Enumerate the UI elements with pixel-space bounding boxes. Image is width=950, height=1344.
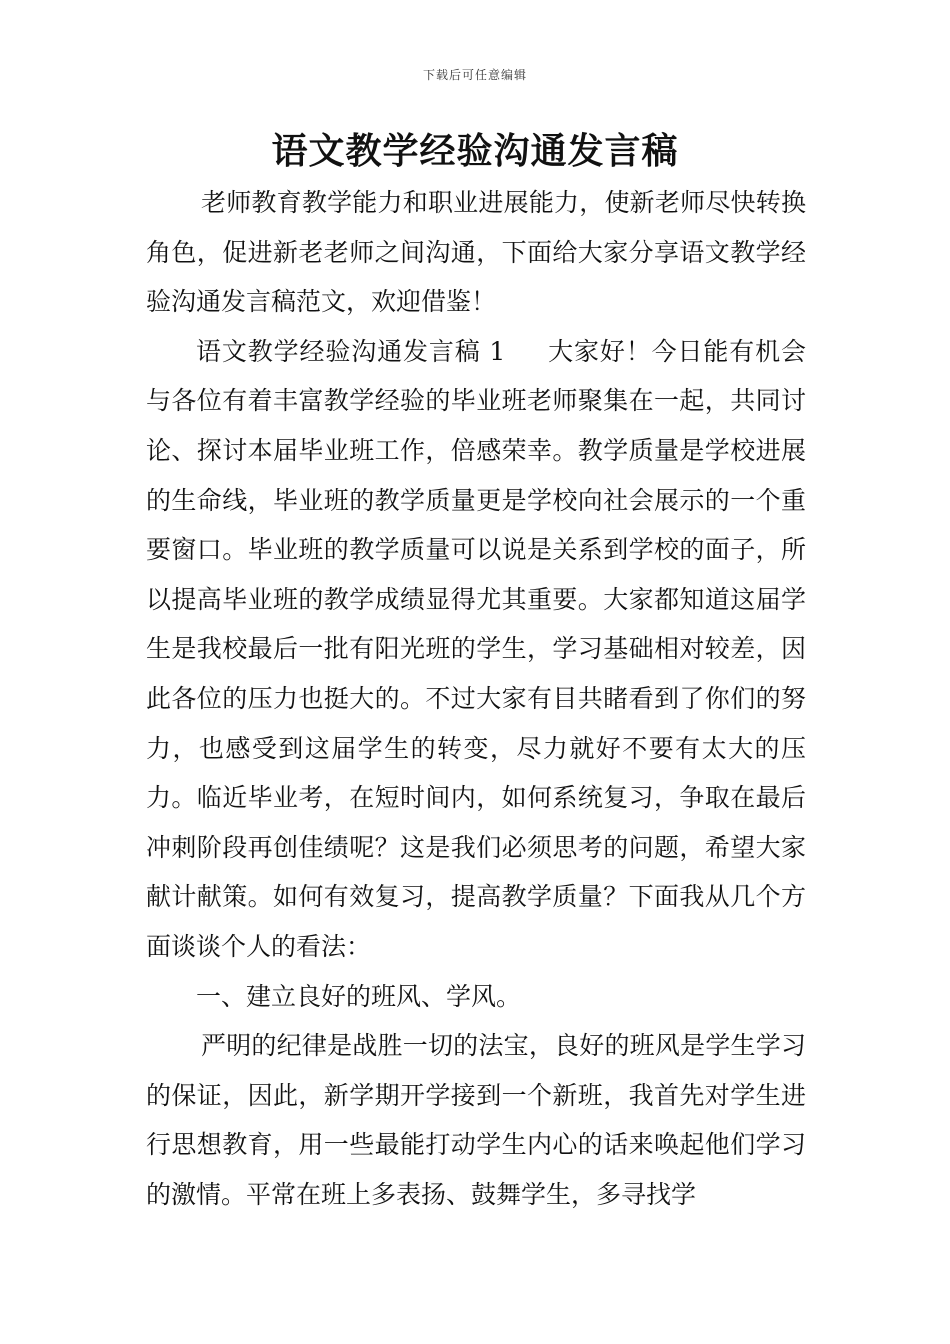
- intro-paragraph: 老师教育教学能力和职业进展能力，使新老师尽快转换角色，促进新老老师之间沟通，下面给大家分享语文教学经验沟通发言稿范文，欢迎借鉴！: [146, 188, 806, 317]
- speech-paragraph: [146, 327, 806, 972]
- document-title: 语文教学经验沟通发言稿: [271, 130, 679, 172]
- point-one-paragraph: 严明的纪律是战胜一切的法宝，良好的班风是学生学习的保证，因此，新学期开学接到一个新班，我首先对学生进行思想教育，用一些最能打动学生内心的话来唤起他们学习的激情。平常在班上多表扬、鼓舞学生，多寻找学: [146, 1031, 806, 1209]
- section-heading: 语文教学经验沟通发言稿 1: [196, 336, 506, 366]
- point-one-heading: 一、建立良好的班风、学风。: [196, 981, 522, 1011]
- document-body: [146, 178, 806, 1219]
- header-note: 下载后可任意编辑: [422, 68, 527, 82]
- speech-main-text: 大家好！今日能有机会与各位有着丰富教学经验的毕业班老师聚集在一起，共同讨论、探讨本届毕业班工作，倍感荣幸。教学质量是学校进展的生命线，毕业班的教学质量更是学校向社会展示的一个重要窗口。毕业班的教学质量可以说是关系到学校的面子，所以提高毕业班的教学成绩显得尤其重要。大家都知道这届学生是我校最后一批有阳光班的学生，学习基础相对较差，因此各位的压力也挺大的。不过大家有目共睹看到了你们的努力，也感受到这届学生的转变，尽力就好不要有太大的压力。临近毕业考，在短时间内，如何系统复习，争取在最后冲刺阶段再创佳绩呢？这是我们必须思考的问题，希望大家献计献策。如何有效复习，提高教学质量？下面我从几个方面谈谈个人的看法：: [146, 336, 806, 961]
